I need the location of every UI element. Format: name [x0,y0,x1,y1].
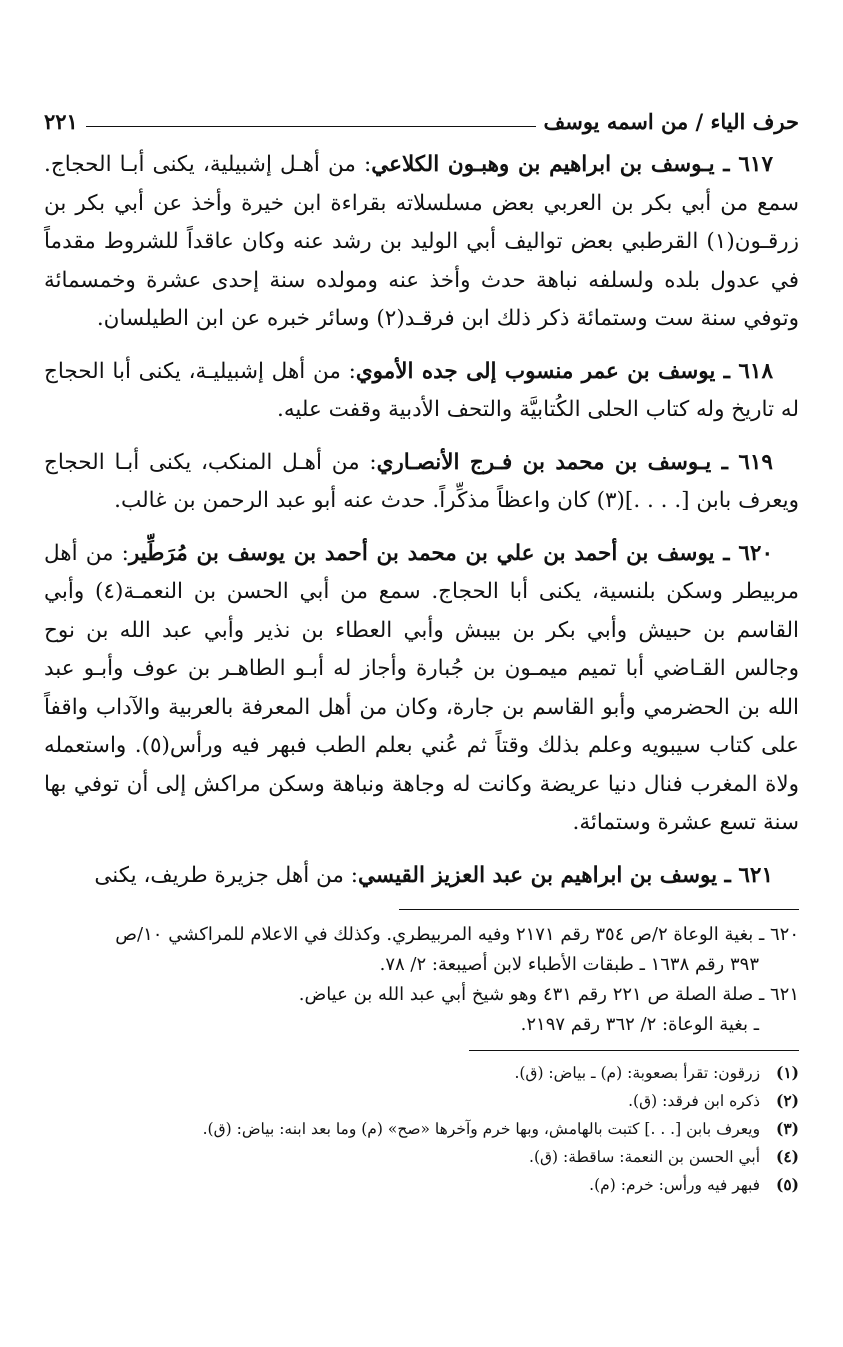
entry-head: ٦٢٠ ـ يوسف بن أحمد بن علي بن محمد بن أحمد بن يوسف بن مُرَطِّير [128,540,773,566]
footnotes-divider [469,1050,799,1051]
footnote [44,1115,799,1143]
running-header [44,96,799,134]
sources-divider [399,909,799,910]
entry-body: : من أهل مربيطر وسكن بلنسية، يكنى أبا الحجاج. سمع من أبي الحسن بن النعمـة(٤) وأبي القاسم بن حبيش وأبي بكر بن بيبش وأبي العطاء بن نذير وأبي عبد الله بن نوح وجالس القـاضي أبا تميم ميمـون بن جُبارة وأجاز له أبـو الطاهـر بن عوف وأبـو عبد الله بن الحضرمي وأبو القاسم بن جارة، وكان من أهل المعرفة بالعربية والآداب واقفاً على كتاب سيبويه وعلم بذلك وقتاً ثم عُني بعلم الطب فبهر فيه ورأس(٥). واستعمله ولاة المغرب فنال دنيا عريضة وكانت له وجاهة ونباهة وسكن مراكش إلى أن توفي بها سنة تسع عشرة وستمائة. [44,540,800,835]
source-line: ٦٢١ ـ صلة الصلة ص ٢٢١ رقم ٤٣١ وهو شيخ أبي عبد الله بن عياض. [298,984,799,1005]
footnote [44,1143,799,1171]
footnote-number: (٢) [775,1091,799,1110]
entry-617 [44,146,799,339]
footnote [44,1171,799,1199]
entry-head: ٦١٨ ـ يوسف بن عمر منسوب إلى جده الأموي [355,358,774,384]
entry-620 [44,535,799,843]
footnote-text: زرقون: تقرأ بصعوبة: (م) ـ بياض: (ق). [514,1064,761,1082]
entry-body: : من أهل إشبيليـة، يكنى أبا الحجاج له تاريخ وله كتاب الحلى الكُتابيَّة والتحف الأدبية وقفت عليه. [44,358,799,422]
footnote-text: فبهر فيه ورأس: خرم: (م). [589,1176,761,1194]
footnote-text: أبي الحسن بن النعمة: ساقطة: (ق). [529,1148,761,1166]
source-line: ٦٢٠ ـ بغية الوعاة ٢/ص ٣٥٤ رقم ٢١٧١ وفيه المربيطري. وكذلك في الاعلام للمراكشي ١٠/ص [115,924,799,945]
footnote-number: (٤) [775,1147,799,1166]
entry-621 [44,857,799,896]
footnote-text: ويعرف بابن [. . .] كتبت بالهامش، وبها خرم وآخرها «صح» (م) وما بعد ابنه: بياض: (ق). [202,1120,761,1138]
running-title: حرف الياء / من اسمه يوسف [543,109,799,134]
header-rule [86,126,536,127]
entry-head: ٦٢١ ـ يوسف بن ابراهيم بن عبد العزيز القيسي [357,862,773,888]
source-references [44,920,799,1040]
footnote-text: ذكره ابن فرقد: (ق). [628,1092,761,1110]
entry-body: : من أهـل المنكب، يكنى أبـا الحجاج ويعرف بابن [. . . .](٣) كان واعظاً مذكِّراً. حدث عنه أبو عبد الرحمن بن غالب. [44,449,799,513]
entry-619 [44,444,799,521]
entry-head: ٦١٧ ـ يـوسف بن ابراهيم بن وهبـون الكلاعي [371,152,773,177]
entry-618 [44,353,799,430]
footnote-number: (٣) [775,1119,799,1138]
footnote [44,1087,799,1115]
footnote-number: (١) [775,1063,799,1082]
entry-head: ٦١٩ ـ يـوسف بن محمد بن فـرج الأنصـاري [376,449,773,475]
footnote [44,1059,799,1087]
entry-body: : من أهل جزيرة طريف، يكنى [94,862,358,888]
biography-entries [44,146,799,895]
source-line: ـ بغية الوعاة: ٢/ ٣٦٢ رقم ٢١٩٧. [520,1014,759,1035]
footnotes [44,1059,799,1199]
footnote-number: (٥) [775,1175,799,1194]
page-number: ٢٢١ [44,109,78,134]
entry-body: : من أهـل إشبيلية، يكنى أبـا الحجاج. سمع من أبي بكر بن العربي بعض مسلسلاته بقراءة ابن خيرة وأخذ عن أبي بكر بن زرقـون(١) القرطبي بعض تواليف أبي الوليد بن رشد عنه وكان عاقداً للشروط مقدماً في عدول بلده ولسلفه نباهة حدث وأخذ عنه ومولده سنة إحدى عشرة وخمسمائة وتوفي سنة ست وستمائة ذكر ذلك ابن فرقـد(٢) وسائر خبره عن ابن الطيلسان. [44,152,799,331]
source-line: ٣٩٣ رقم ١٦٣٨ ـ طبقات الأطباء لابن أصيبعة: ٢/ ٧٨. [379,954,759,975]
